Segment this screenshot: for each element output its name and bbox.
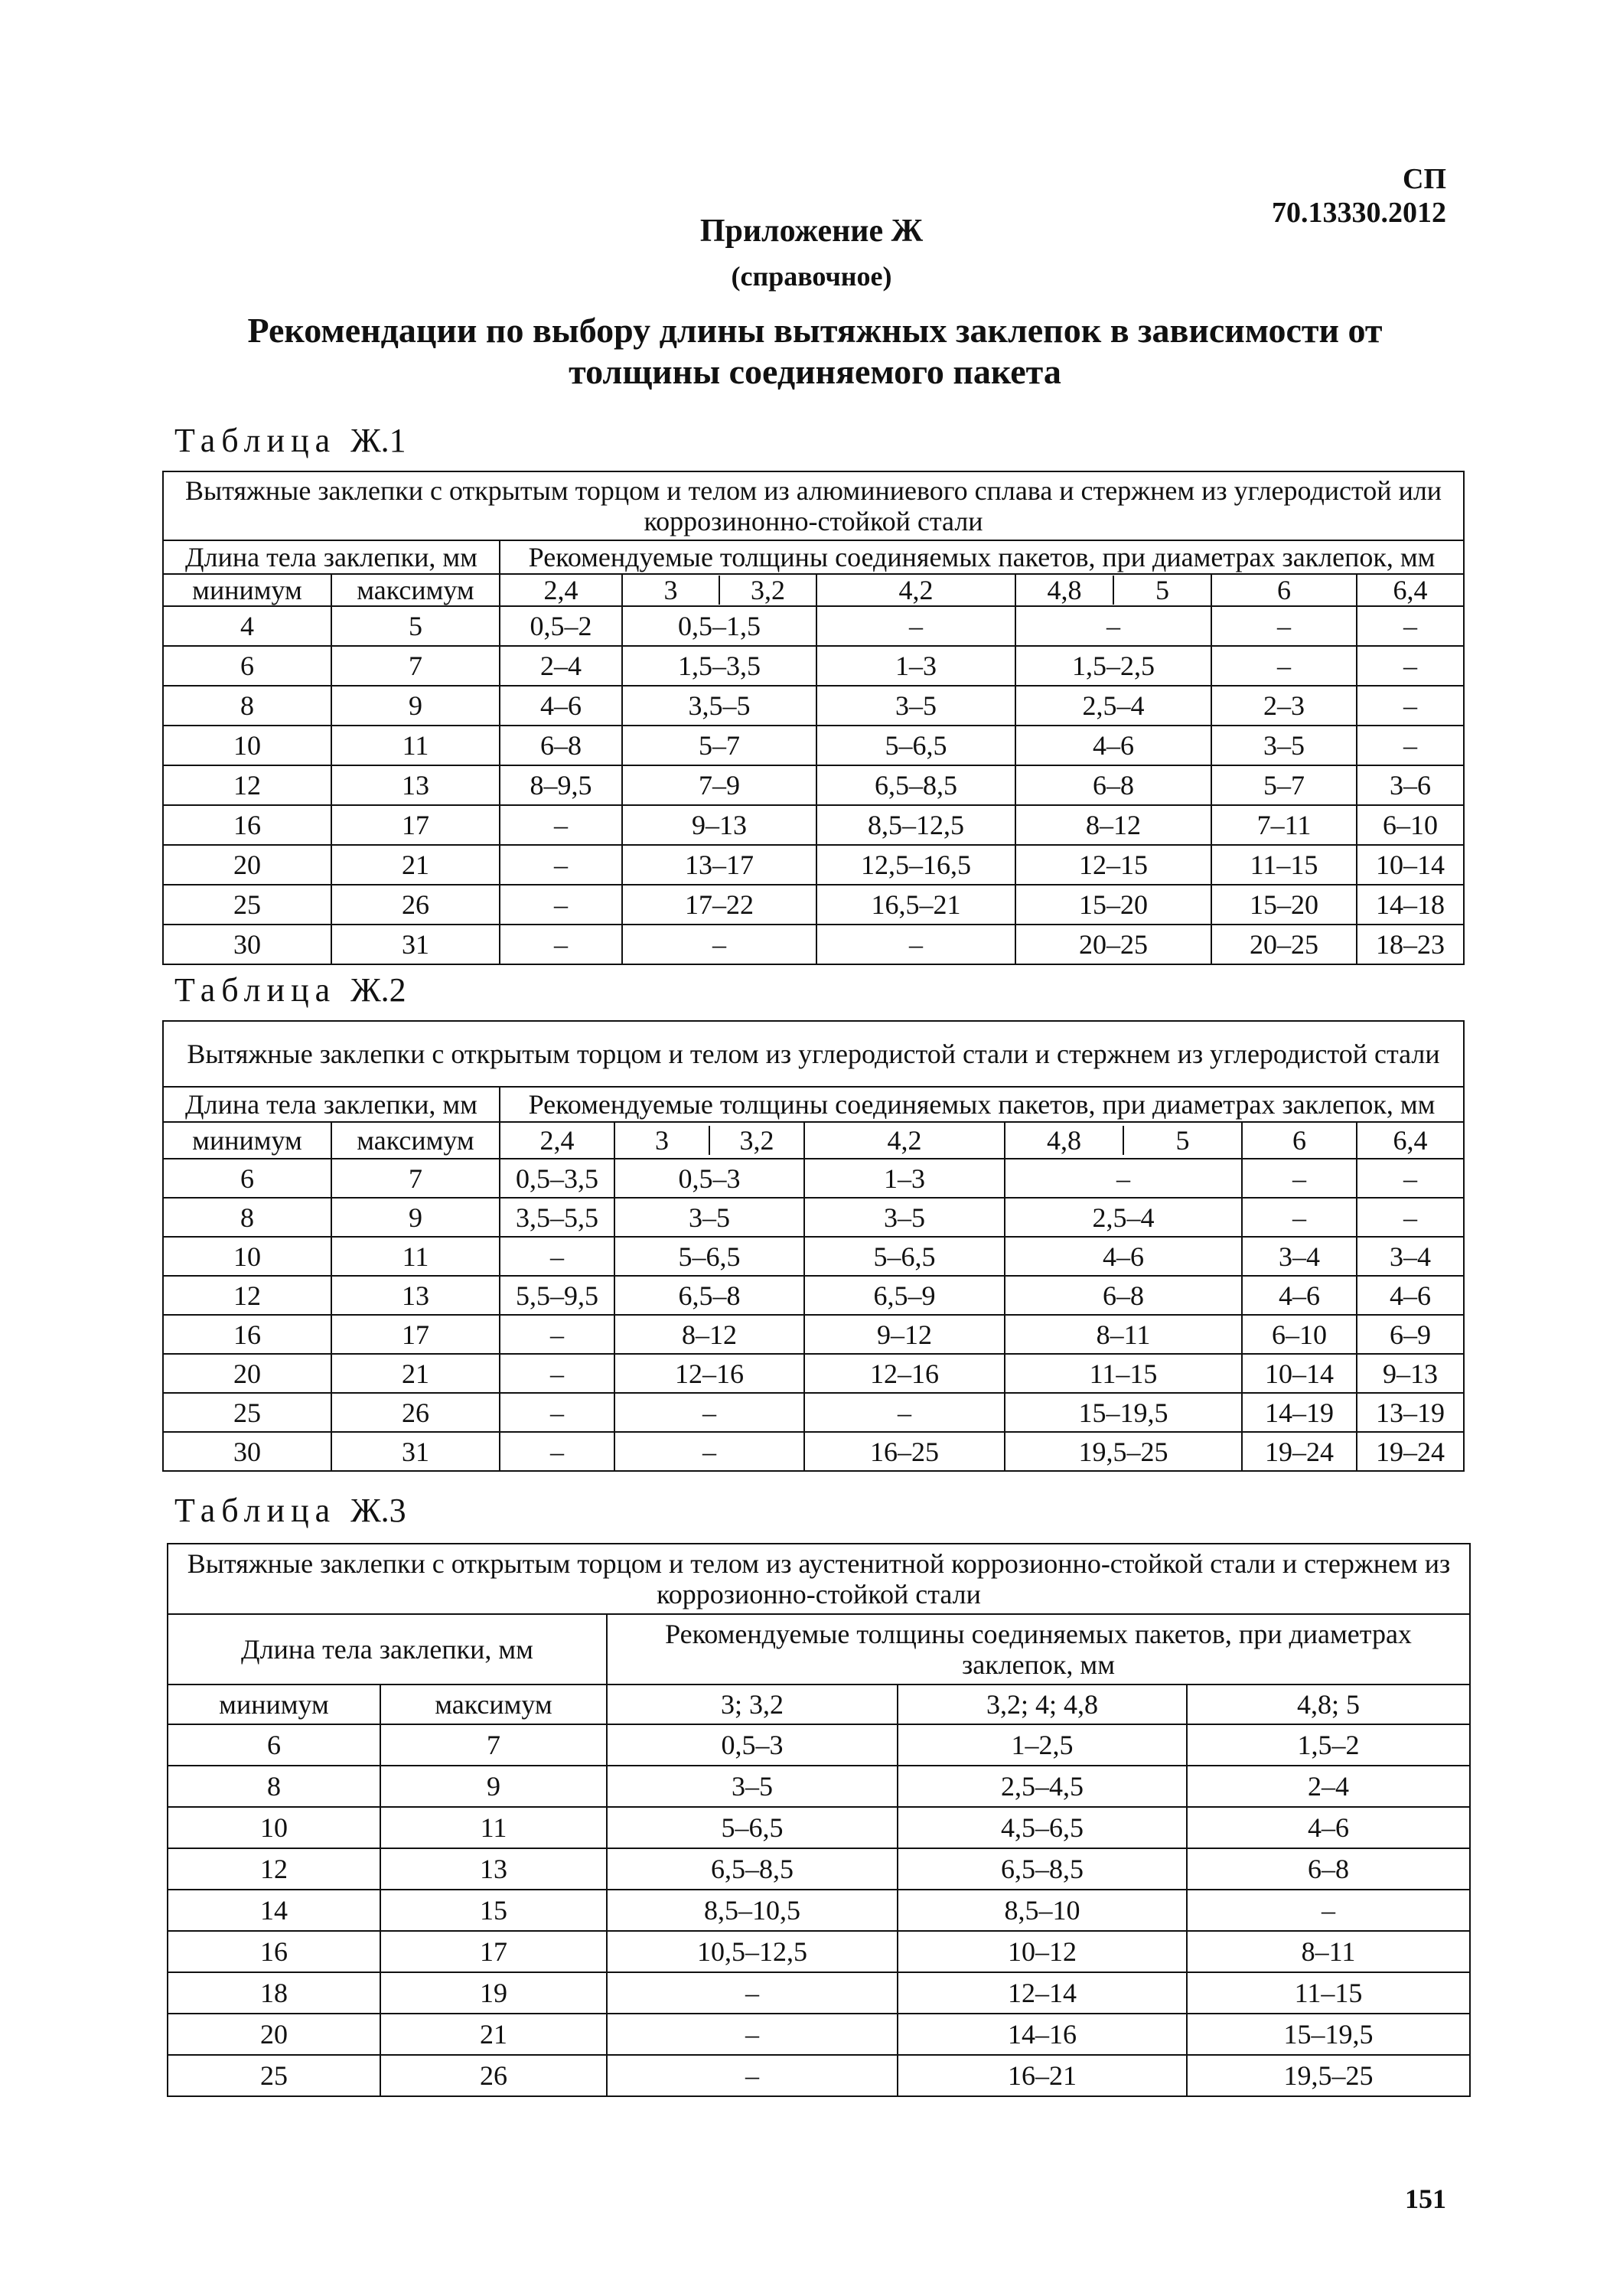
table-cell: 9–13 <box>1357 1354 1464 1393</box>
table1-diameter-pair <box>1015 574 1211 606</box>
table-cell: 20 <box>163 1354 331 1393</box>
table1-diameter: 3 <box>663 575 678 605</box>
table-cell: 14 <box>168 1890 380 1931</box>
document-code: СП 70.13330.2012 <box>1272 163 1446 229</box>
table3-length-header: Длина тела заклепки, мм <box>168 1614 607 1684</box>
table-cell: 6 <box>168 1724 380 1766</box>
table2-diameter-pair <box>614 1122 804 1159</box>
table2-thickness-header: Рекомендуемые толщины соединяемых пакетов, при диаметрах заклепок, мм <box>500 1087 1464 1122</box>
table-cell: – <box>607 2014 898 2055</box>
table-cell: 20 <box>168 2014 380 2055</box>
table-cell: 17 <box>331 1315 500 1354</box>
table-cell: 9–13 <box>622 805 816 845</box>
table-cell: – <box>1015 606 1211 646</box>
table-row <box>163 925 1464 964</box>
table-row <box>163 765 1464 805</box>
table-cell: 0,5–2 <box>500 606 622 646</box>
table2-diameter: 6 <box>1242 1122 1357 1159</box>
table-cell: – <box>607 2055 898 2096</box>
table-cell: 15–19,5 <box>1187 2014 1470 2055</box>
table-cell: – <box>500 885 622 925</box>
table-cell: 17 <box>380 1931 607 1972</box>
table-cell: 2–4 <box>1187 1766 1470 1807</box>
table-cell: 0,5–3,5 <box>500 1159 614 1198</box>
table-cell: 8–12 <box>1015 805 1211 845</box>
table-row <box>163 1198 1464 1237</box>
table-cell: 4–6 <box>1357 1276 1464 1315</box>
table-cell: 4,5–6,5 <box>898 1807 1187 1848</box>
table-cell: 13 <box>331 765 500 805</box>
table-cell: 20–25 <box>1211 925 1357 964</box>
table-cell: 3–4 <box>1242 1237 1357 1276</box>
table-cell: 9 <box>331 1198 500 1237</box>
table-cell: 21 <box>380 2014 607 2055</box>
table2-caption-number: Ж.2 <box>350 971 406 1009</box>
table-cell: 6–8 <box>1005 1276 1242 1315</box>
table2-title: Вытяжные заклепки с открытым торцом и телом из углеродистой стали и стержнем из углеродистой стали <box>163 1021 1464 1087</box>
table-cell: – <box>500 1237 614 1276</box>
table-cell: – <box>1357 726 1464 765</box>
page-number: 151 <box>1405 2183 1446 2214</box>
table-cell: 11–15 <box>1005 1354 1242 1393</box>
table1-diameter: 4,2 <box>816 574 1015 606</box>
table-row <box>168 2014 1470 2055</box>
table1-diameter: 5 <box>1113 576 1211 605</box>
table-cell: 6 <box>163 1159 331 1198</box>
table-cell: – <box>1357 1198 1464 1237</box>
table-cell: 10–14 <box>1242 1354 1357 1393</box>
table-cell: 4–6 <box>1015 726 1211 765</box>
table2-diameter: 2,4 <box>500 1122 614 1159</box>
table-cell: 21 <box>331 845 500 885</box>
table2-caption-word: Таблица <box>174 971 337 1009</box>
table-cell: 18–23 <box>1357 925 1464 964</box>
table2-length-header: Длина тела заклепки, мм <box>163 1087 500 1122</box>
table-cell: – <box>1211 646 1357 686</box>
table-cell: 25 <box>163 1393 331 1432</box>
table-cell: 12–16 <box>804 1354 1005 1393</box>
table-cell: 4–6 <box>1242 1276 1357 1315</box>
table-row <box>163 805 1464 845</box>
table-cell: 12–14 <box>898 1972 1187 2014</box>
table-cell: 12–15 <box>1015 845 1211 885</box>
table-row <box>163 1315 1464 1354</box>
table-cell: 10 <box>168 1807 380 1848</box>
table-cell: 31 <box>331 925 500 964</box>
table1-caption-number: Ж.1 <box>350 422 406 459</box>
table-cell: 6,5–8,5 <box>607 1848 898 1890</box>
table2-diameter: 3,2 <box>709 1126 803 1155</box>
table2-diameter: 6,4 <box>1357 1122 1464 1159</box>
table-cell: – <box>500 1432 614 1471</box>
table-cell: 1–3 <box>804 1159 1005 1198</box>
page-heading: Рекомендации по выбору длины вытяжных заклепок в зависимости от толщины соединяемого пакета <box>247 311 1383 391</box>
table2-diameter: 4,2 <box>804 1122 1005 1159</box>
table-cell: 7 <box>331 1159 500 1198</box>
table1-caption-word: Таблица <box>174 422 337 459</box>
table-cell: 6–10 <box>1242 1315 1357 1354</box>
table-cell: 12–16 <box>614 1354 804 1393</box>
table-cell: 5–6,5 <box>816 726 1015 765</box>
table-cell: 26 <box>331 1393 500 1432</box>
table-cell: 13–19 <box>1357 1393 1464 1432</box>
table1-title: Вытяжные заклепки с открытым торцом и телом из алюминиевого сплава и стержнем из углеродистой или коррозинонно-стойкой стали <box>163 471 1464 540</box>
table-cell: 16–21 <box>898 2055 1187 2096</box>
table3-min-header: минимум <box>168 1684 380 1724</box>
table-cell: 7 <box>331 646 500 686</box>
table-cell: – <box>500 1315 614 1354</box>
table-cell: – <box>1005 1159 1242 1198</box>
table-cell: 13–17 <box>622 845 816 885</box>
table1-diameter: 3,2 <box>719 576 816 605</box>
table-cell: – <box>816 925 1015 964</box>
table-row <box>163 1354 1464 1393</box>
table3-caption-number: Ж.3 <box>350 1492 406 1529</box>
table-cell: 9–12 <box>804 1315 1005 1354</box>
table-cell: 11 <box>380 1807 607 1848</box>
table-cell: 14–19 <box>1242 1393 1357 1432</box>
table-row <box>163 606 1464 646</box>
table3-caption <box>174 1491 406 1530</box>
table-cell: – <box>1187 1890 1470 1931</box>
table-cell: 16 <box>163 805 331 845</box>
table-cell: 3–5 <box>804 1198 1005 1237</box>
table-cell: 8,5–12,5 <box>816 805 1015 845</box>
table-cell: 2,5–4 <box>1005 1198 1242 1237</box>
table1-diameter: 6 <box>1211 574 1357 606</box>
appendix-subtitle: (справочное) <box>731 261 892 292</box>
table-cell: 25 <box>163 885 331 925</box>
table-row <box>163 845 1464 885</box>
table-cell: 4–6 <box>500 686 622 726</box>
table-cell: 2–3 <box>1211 686 1357 726</box>
table-cell: 8–11 <box>1005 1315 1242 1354</box>
table-cell: 31 <box>331 1432 500 1471</box>
table3-diameter: 3,2; 4; 4,8 <box>898 1684 1187 1724</box>
table-cell: 14–16 <box>898 2014 1187 2055</box>
table-cell: 20–25 <box>1015 925 1211 964</box>
table2-body <box>163 1159 1464 1471</box>
table-cell: 3–6 <box>1357 765 1464 805</box>
table-cell: 5–6,5 <box>614 1237 804 1276</box>
table-cell: 16–25 <box>804 1432 1005 1471</box>
table-cell: 5–7 <box>622 726 816 765</box>
table-row <box>163 1393 1464 1432</box>
table1-diameter: 2,4 <box>500 574 622 606</box>
table2-diameter: 4,8 <box>1047 1125 1081 1156</box>
table-cell: 30 <box>163 925 331 964</box>
table-cell: 19,5–25 <box>1005 1432 1242 1471</box>
table-cell: – <box>500 1393 614 1432</box>
table-cell: 7–11 <box>1211 805 1357 845</box>
table-cell: – <box>614 1393 804 1432</box>
table-cell: 3–4 <box>1357 1237 1464 1276</box>
table-cell: 11–15 <box>1211 845 1357 885</box>
table-cell: 3,5–5 <box>622 686 816 726</box>
table-cell: 8 <box>168 1766 380 1807</box>
table-cell: 5–7 <box>1211 765 1357 805</box>
table-cell: 2–4 <box>500 646 622 686</box>
table1-diameter-pair <box>622 574 816 606</box>
table2-diameter: 5 <box>1123 1126 1241 1155</box>
table1-diameter: 4,8 <box>1047 575 1082 605</box>
table1-thickness-header: Рекомендуемые толщины соединяемых пакетов, при диаметрах заклепок, мм <box>500 540 1464 574</box>
table-cell: 6,5–8,5 <box>816 765 1015 805</box>
table-cell: 15–20 <box>1015 885 1211 925</box>
table-cell: 6–8 <box>500 726 622 765</box>
table-cell: 16,5–21 <box>816 885 1015 925</box>
table-cell: 18 <box>168 1972 380 2014</box>
table1 <box>162 471 1465 965</box>
table-cell: 10,5–12,5 <box>607 1931 898 1972</box>
table-cell: 0,5–1,5 <box>622 606 816 646</box>
table-cell: 8,5–10 <box>898 1890 1187 1931</box>
table-cell: 8,5–10,5 <box>607 1890 898 1931</box>
table-row <box>163 885 1464 925</box>
table-cell: 19,5–25 <box>1187 2055 1470 2096</box>
table-cell: 6 <box>163 646 331 686</box>
table-row <box>163 1432 1464 1471</box>
table-cell: 2,5–4 <box>1015 686 1211 726</box>
table-cell: – <box>1242 1159 1357 1198</box>
table3-diameter: 3; 3,2 <box>607 1684 898 1724</box>
table-cell: 1,5–3,5 <box>622 646 816 686</box>
table-row <box>163 1237 1464 1276</box>
table1-caption <box>174 421 406 460</box>
table-row <box>168 1931 1470 1972</box>
table-cell: 12,5–16,5 <box>816 845 1015 885</box>
table-cell: 4 <box>163 606 331 646</box>
table-cell: 3–5 <box>607 1766 898 1807</box>
table2-caption <box>174 970 406 1009</box>
table-cell: 2,5–4,5 <box>898 1766 1187 1807</box>
table-row <box>168 1807 1470 1848</box>
table-cell: 5–6,5 <box>607 1807 898 1848</box>
table-cell: 5–6,5 <box>804 1237 1005 1276</box>
table-row <box>168 2055 1470 2096</box>
table-cell: – <box>816 606 1015 646</box>
table-cell: 0,5–3 <box>607 1724 898 1766</box>
table-cell: 8–12 <box>614 1315 804 1354</box>
table-cell: – <box>1357 606 1464 646</box>
table-cell: 4–6 <box>1005 1237 1242 1276</box>
table-cell: 6–10 <box>1357 805 1464 845</box>
table-row <box>163 1276 1464 1315</box>
table2-diameter-pair <box>1005 1122 1242 1159</box>
table-cell: – <box>500 1354 614 1393</box>
table-cell: 8–11 <box>1187 1931 1470 1972</box>
table-cell: – <box>1357 646 1464 686</box>
table2-max-header: максимум <box>331 1122 500 1159</box>
table-cell: 10 <box>163 1237 331 1276</box>
table3-body <box>168 1724 1470 2096</box>
table-cell: 7–9 <box>622 765 816 805</box>
table-cell: 10–12 <box>898 1931 1187 1972</box>
table-cell: 11–15 <box>1187 1972 1470 2014</box>
table-cell: – <box>1211 606 1357 646</box>
table-cell: 16 <box>168 1931 380 1972</box>
table-cell: 1–2,5 <box>898 1724 1187 1766</box>
table-cell: – <box>1357 686 1464 726</box>
table-cell: 8 <box>163 686 331 726</box>
table1-max-header: максимум <box>331 574 500 606</box>
table-cell: 30 <box>163 1432 331 1471</box>
table-cell: 8–9,5 <box>500 765 622 805</box>
table-cell: 17–22 <box>622 885 816 925</box>
table3-diameter: 4,8; 5 <box>1187 1684 1470 1724</box>
table-cell: 10 <box>163 726 331 765</box>
table-cell: 16 <box>163 1315 331 1354</box>
table-cell: 12 <box>163 765 331 805</box>
table-cell: 10–14 <box>1357 845 1464 885</box>
table-cell: 15–19,5 <box>1005 1393 1242 1432</box>
table-cell: – <box>607 1972 898 2014</box>
table-row <box>163 646 1464 686</box>
table-cell: 4–6 <box>1187 1807 1470 1848</box>
table-cell: 11 <box>331 1237 500 1276</box>
table2-min-header: минимум <box>163 1122 331 1159</box>
table-cell: 26 <box>331 885 500 925</box>
table-cell: 6–9 <box>1357 1315 1464 1354</box>
table-cell: 20 <box>163 845 331 885</box>
table-cell: 6,5–9 <box>804 1276 1005 1315</box>
table-cell: 1,5–2,5 <box>1015 646 1211 686</box>
table-cell: 15–20 <box>1211 885 1357 925</box>
table-row <box>168 1890 1470 1931</box>
table-cell: 8 <box>163 1198 331 1237</box>
table-cell: 1,5–2 <box>1187 1724 1470 1766</box>
table-cell: 3–5 <box>614 1198 804 1237</box>
table-cell: 6–8 <box>1187 1848 1470 1890</box>
table-row <box>168 1766 1470 1807</box>
table-cell: – <box>1242 1198 1357 1237</box>
table1-length-header: Длина тела заклепки, мм <box>163 540 500 574</box>
table-cell: 5 <box>331 606 500 646</box>
table-cell: 26 <box>380 2055 607 2096</box>
table-cell: 3,5–5,5 <box>500 1198 614 1237</box>
table-cell: 19–24 <box>1357 1432 1464 1471</box>
table-cell: 13 <box>380 1848 607 1890</box>
table-cell: – <box>500 805 622 845</box>
table-cell: 9 <box>380 1766 607 1807</box>
table-cell: 17 <box>331 805 500 845</box>
table-cell: 21 <box>331 1354 500 1393</box>
table1-min-header: минимум <box>163 574 331 606</box>
table-row <box>168 1972 1470 2014</box>
table-cell: 11 <box>331 726 500 765</box>
table-cell: 14–18 <box>1357 885 1464 925</box>
table-cell: 3–5 <box>816 686 1015 726</box>
table1-diameter: 6,4 <box>1357 574 1464 606</box>
table3-caption-word: Таблица <box>174 1492 337 1529</box>
table3-thickness-header: Рекомендуемые толщины соединяемых пакетов, при диаметрах заклепок, мм <box>607 1614 1470 1684</box>
table-cell: 12 <box>168 1848 380 1890</box>
table-cell: 6,5–8,5 <box>898 1848 1187 1890</box>
table-cell: 1–3 <box>816 646 1015 686</box>
table-cell: 0,5–3 <box>614 1159 804 1198</box>
table3 <box>167 1543 1471 2097</box>
table1-body <box>163 606 1464 964</box>
table-cell: – <box>500 845 622 885</box>
table-row <box>168 1848 1470 1890</box>
table3-max-header: максимум <box>380 1684 607 1724</box>
appendix-title: Приложение Ж <box>699 214 924 249</box>
table-cell: – <box>500 925 622 964</box>
table-cell: 7 <box>380 1724 607 1766</box>
table-cell: 9 <box>331 686 500 726</box>
table3-title: Вытяжные заклепки с открытым торцом и телом из аустенитной коррозионно-стойкой стали и стержнем из коррозионно-стойкой стали <box>168 1544 1470 1614</box>
table-cell: – <box>1357 1159 1464 1198</box>
table-cell: 15 <box>380 1890 607 1931</box>
table2-diameter: 3 <box>655 1125 669 1156</box>
table-row <box>163 1159 1464 1198</box>
table-row <box>163 686 1464 726</box>
table-cell: – <box>804 1393 1005 1432</box>
table-cell: 12 <box>163 1276 331 1315</box>
table-cell: 3–5 <box>1211 726 1357 765</box>
table-cell: 5,5–9,5 <box>500 1276 614 1315</box>
table-row <box>168 1724 1470 1766</box>
table-cell: 13 <box>331 1276 500 1315</box>
table2 <box>162 1020 1465 1472</box>
table-cell: 19–24 <box>1242 1432 1357 1471</box>
table-cell: 19 <box>380 1972 607 2014</box>
table-cell: 6–8 <box>1015 765 1211 805</box>
table-cell: – <box>622 925 816 964</box>
table-cell: 25 <box>168 2055 380 2096</box>
table-cell: 6,5–8 <box>614 1276 804 1315</box>
table-row <box>163 726 1464 765</box>
table-cell: – <box>614 1432 804 1471</box>
